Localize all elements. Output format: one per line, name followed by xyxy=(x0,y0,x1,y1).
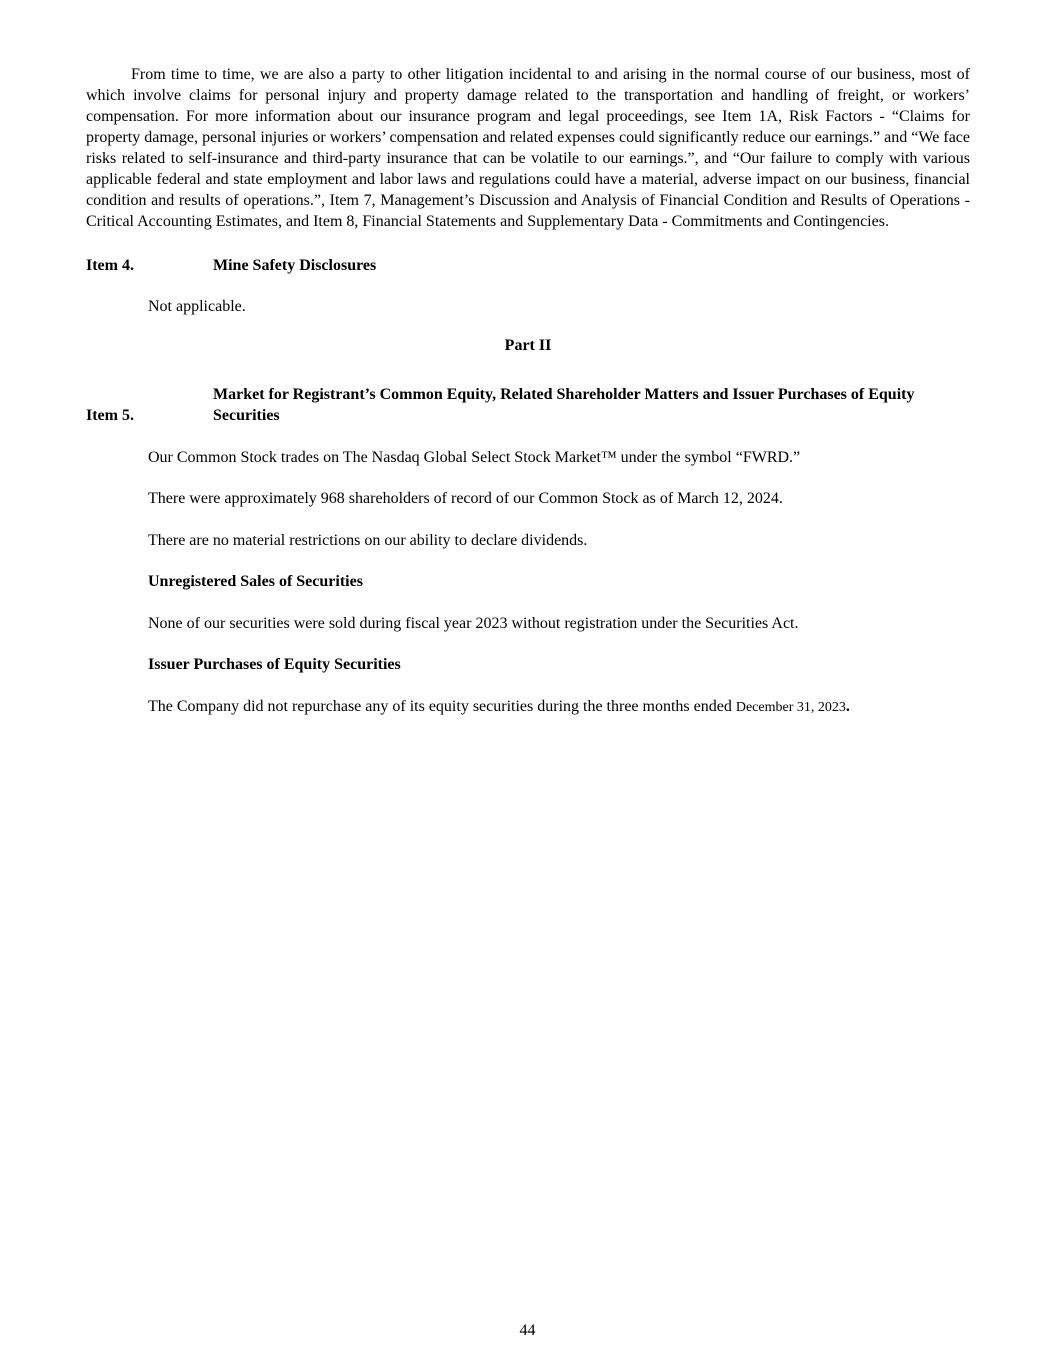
part-ii-heading: Part II xyxy=(504,337,552,354)
unregistered-sales-paragraph: None of our securities were sold during fiscal year 2023 without registration under the Securities Act. xyxy=(148,615,799,632)
dividends-paragraph: There are no material restrictions on our ability to declare dividends. xyxy=(148,532,588,549)
item-5-title: Market for Registrant’s Common Equity, Related Shareholder Matters and Issuer Purchases of Equity Securities xyxy=(213,386,915,424)
item-4-heading xyxy=(86,255,970,276)
issuer-purchases-date: December 31, 2023 xyxy=(735,700,846,715)
shareholders-paragraph: There were approximately 968 shareholders of record of our Common Stock as of March 12, 2024. xyxy=(148,490,783,507)
common-stock-paragraph: Our Common Stock trades on The Nasdaq Global Select Stock Market™ under the symbol “FWRD.” xyxy=(148,449,801,466)
issuer-purchases-text: The Company did not repurchase any of its equity securities during the three months ended xyxy=(148,698,736,715)
issuer-purchases-paragraph xyxy=(86,696,970,718)
item-5-heading xyxy=(86,384,970,426)
unregistered-sales-heading: Unregistered Sales of Securities xyxy=(148,573,363,590)
issuer-purchases-heading: Issuer Purchases of Equity Securities xyxy=(148,656,401,673)
legal-proceedings-paragraph: From time to time, we are also a party to other litigation incidental to and arising in the normal course of our business, most of which involve claims for personal injury and property damage related to the transportation and handling of freight, or workers’ compensation. For more information about our insurance program and legal proceedings, see Item 1A, Risk Factors - “Claims for property damage, personal injuries or workers’ compensation and related expenses could significantly reduce our earnings.” and “We face risks related to self-insurance and third-party insurance that can be volatile to our earnings.”, and “Our failure to comply with various applicable federal and state employment and labor laws and regulations could have a material, adverse impact on our business, financial condition and results of operations.”, Item 7, Management’s Discussion and Analysis of Financial Condition and Results of Operations - Critical Accounting Estimates, and Item 8, Financial Statements and Supplementary Data - Commitments and Contingencies. xyxy=(86,66,970,230)
issuer-purchases-period: . xyxy=(845,698,850,715)
page-number: 44 xyxy=(519,1322,536,1339)
item-4-title: Mine Safety Disclosures xyxy=(213,257,377,274)
item-4-label: Item 4. xyxy=(86,257,134,274)
not-applicable-paragraph: Not applicable. xyxy=(148,298,246,315)
item-5-label: Item 5. xyxy=(86,407,134,424)
